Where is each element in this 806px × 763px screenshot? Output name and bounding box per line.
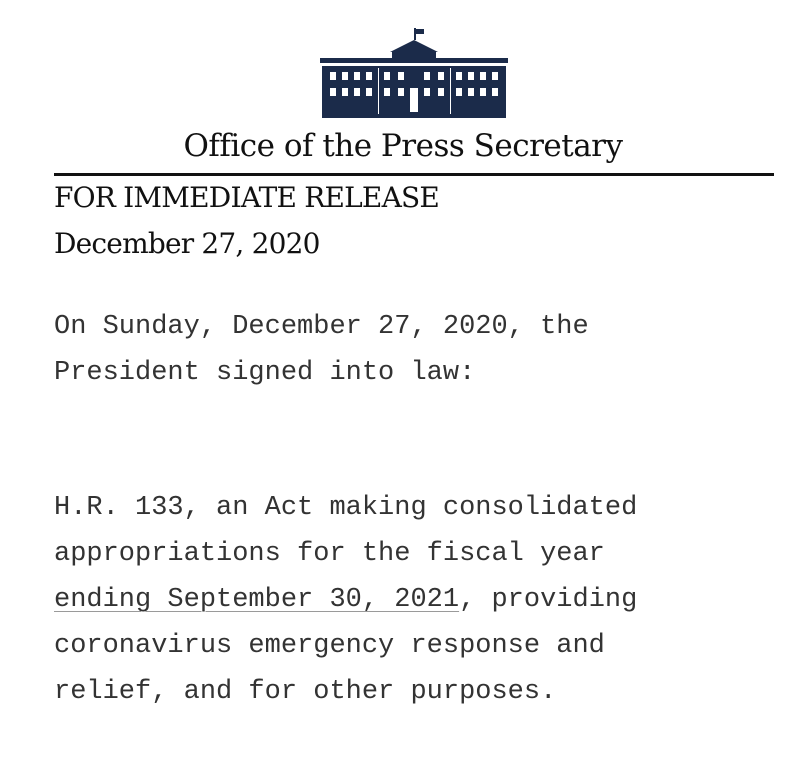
office-title: Office of the Press Secretary bbox=[183, 128, 623, 164]
paragraph-line: , providing bbox=[459, 585, 638, 615]
release-label: FOR IMMEDIATE RELEASE bbox=[54, 181, 440, 214]
paragraph-line: President signed into law: bbox=[54, 358, 476, 388]
paragraph-line: relief, and for other purposes. bbox=[54, 677, 557, 707]
paragraph-bill bbox=[54, 485, 637, 715]
fiscal-year-link[interactable]: ending September 30, 2021 bbox=[54, 585, 460, 615]
paragraph-intro bbox=[54, 304, 589, 396]
paragraph-line: appropriations for the fiscal year bbox=[54, 539, 605, 569]
release-date: December 27, 2020 bbox=[54, 227, 320, 260]
white-house-icon bbox=[318, 28, 510, 120]
paragraph-line: On Sunday, December 27, 2020, the bbox=[54, 312, 589, 342]
paragraph-line: H.R. 133, an Act making consolidated bbox=[54, 493, 638, 523]
header-divider bbox=[54, 173, 774, 176]
paragraph-line: coronavirus emergency response and bbox=[54, 631, 605, 661]
